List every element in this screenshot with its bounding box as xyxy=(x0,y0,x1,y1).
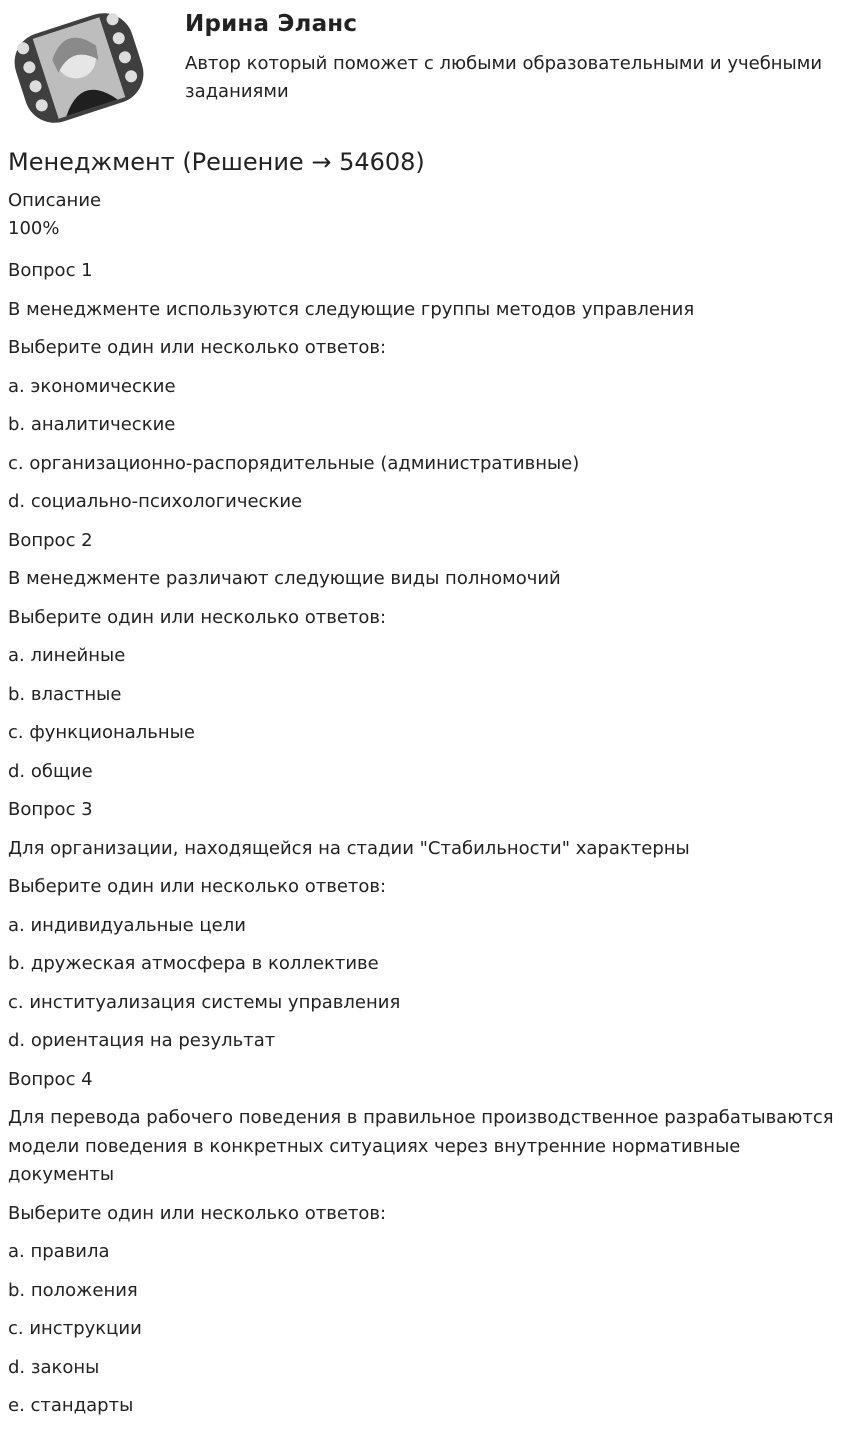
answer-option: a. линейные xyxy=(8,645,126,666)
answer-option: b. дружеская атмосфера в коллективе xyxy=(8,953,379,974)
answer-option: b. властные xyxy=(8,683,122,705)
question-prompt: Выберите один или несколько ответов: xyxy=(8,606,387,628)
question-label: Вопрос 4 xyxy=(8,1068,93,1090)
answer-option: b. положения xyxy=(8,1279,138,1301)
answer-option: b. аналитические xyxy=(8,414,176,435)
question-text: В менеджменте различают следующие виды полномочий xyxy=(8,568,561,589)
answer-option: a. индивидуальные цели xyxy=(8,914,246,936)
answer-option: a. экономические xyxy=(8,375,176,397)
author-header xyxy=(0,0,847,140)
answer-option: d. законы xyxy=(8,1356,100,1378)
answer-option: c. инструкции xyxy=(8,1318,142,1339)
answer-option: d. общие xyxy=(8,760,93,782)
description-label: Описание xyxy=(8,190,102,211)
page-title: Менеджмент (Решение → 54608) xyxy=(8,148,425,176)
question-text: Для перевода рабочего поведения в правильное производственное разрабатываются модели поведения в конкретных ситуациях через внутренние нормативные документы xyxy=(8,1107,834,1185)
question-label: Вопрос 3 xyxy=(8,799,93,820)
author-name: Ирина Эланс xyxy=(185,11,358,37)
author-description: Автор который поможет с любыми образовательными и учебными заданиями xyxy=(185,53,823,102)
answer-option: c. институализация системы управления xyxy=(8,991,401,1013)
question-prompt: Выберите один или несколько ответов: xyxy=(8,876,387,897)
answer-option: c. функциональные xyxy=(8,722,195,743)
question-label: Вопрос 2 xyxy=(8,529,93,551)
answer-option: d. социально-психологические xyxy=(8,491,303,512)
answer-option: d. ориентация на результат xyxy=(8,1030,276,1051)
question-label: Вопрос 1 xyxy=(8,260,93,281)
question-text: Для организации, находящейся на стадии "Стабильности" характерны xyxy=(8,837,690,859)
answer-option: e. стандарты xyxy=(8,1395,134,1416)
progress-percent: 100% xyxy=(8,218,60,239)
answer-option: c. организационно-распорядительные (административные) xyxy=(8,452,580,474)
question-prompt: Выберите один или несколько ответов: xyxy=(8,337,387,358)
answer-option: a. правила xyxy=(8,1241,110,1262)
question-text: В менеджменте используются следующие группы методов управления xyxy=(8,298,695,320)
question-prompt: Выберите один или несколько ответов: xyxy=(8,1202,387,1224)
questions-list xyxy=(8,257,838,1431)
author-avatar xyxy=(8,8,150,128)
